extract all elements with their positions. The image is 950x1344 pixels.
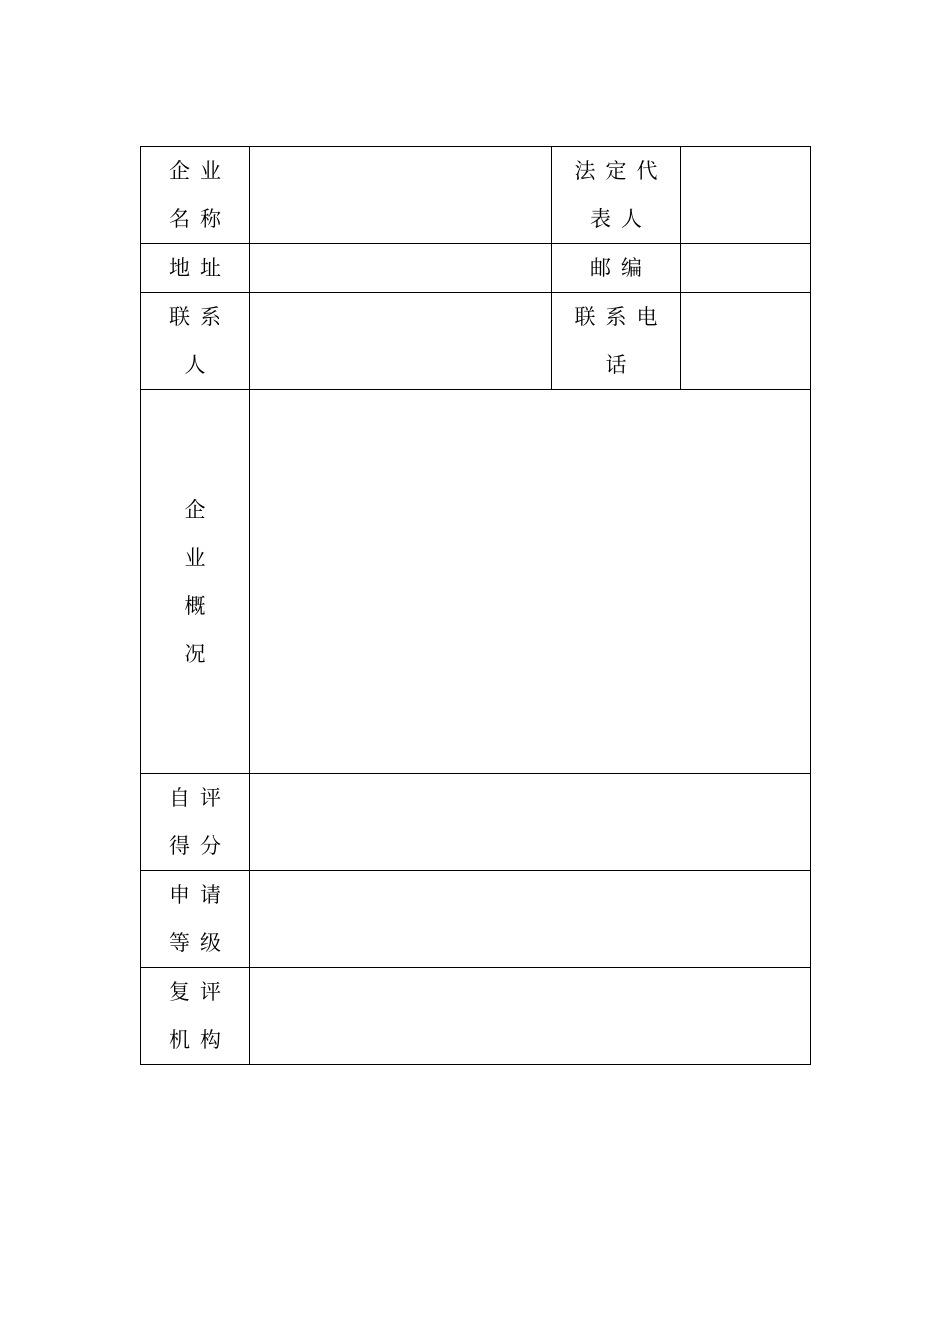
row-apply-level: [141, 871, 811, 968]
review-org-label: 复评 机构: [141, 968, 250, 1065]
row-self-score: [141, 774, 811, 871]
overview-field[interactable]: [250, 390, 811, 774]
apply-level-field[interactable]: [250, 871, 811, 968]
row-contact: [141, 293, 811, 390]
legal-rep-label: 法定代 表人: [552, 147, 681, 244]
row-address: [141, 244, 811, 293]
postcode-label: 邮编: [552, 244, 681, 293]
application-form-table: [140, 146, 811, 1065]
company-name-field[interactable]: [250, 147, 552, 244]
overview-label: 企 业 概 况: [141, 390, 250, 774]
company-name-label: 企业 名称: [141, 147, 250, 244]
phone-label: 联系电 话: [552, 293, 681, 390]
postcode-field[interactable]: [681, 244, 811, 293]
address-field[interactable]: [250, 244, 552, 293]
row-overview: [141, 390, 811, 774]
legal-rep-field[interactable]: [681, 147, 811, 244]
row-review-org: [141, 968, 811, 1065]
address-label: 地址: [141, 244, 250, 293]
phone-field[interactable]: [681, 293, 811, 390]
row-company-name: [141, 147, 811, 244]
contact-label: 联系 人: [141, 293, 250, 390]
self-score-field[interactable]: [250, 774, 811, 871]
self-score-label: 自评 得分: [141, 774, 250, 871]
contact-field[interactable]: [250, 293, 552, 390]
apply-level-label: 申请 等级: [141, 871, 250, 968]
review-org-field[interactable]: [250, 968, 811, 1065]
